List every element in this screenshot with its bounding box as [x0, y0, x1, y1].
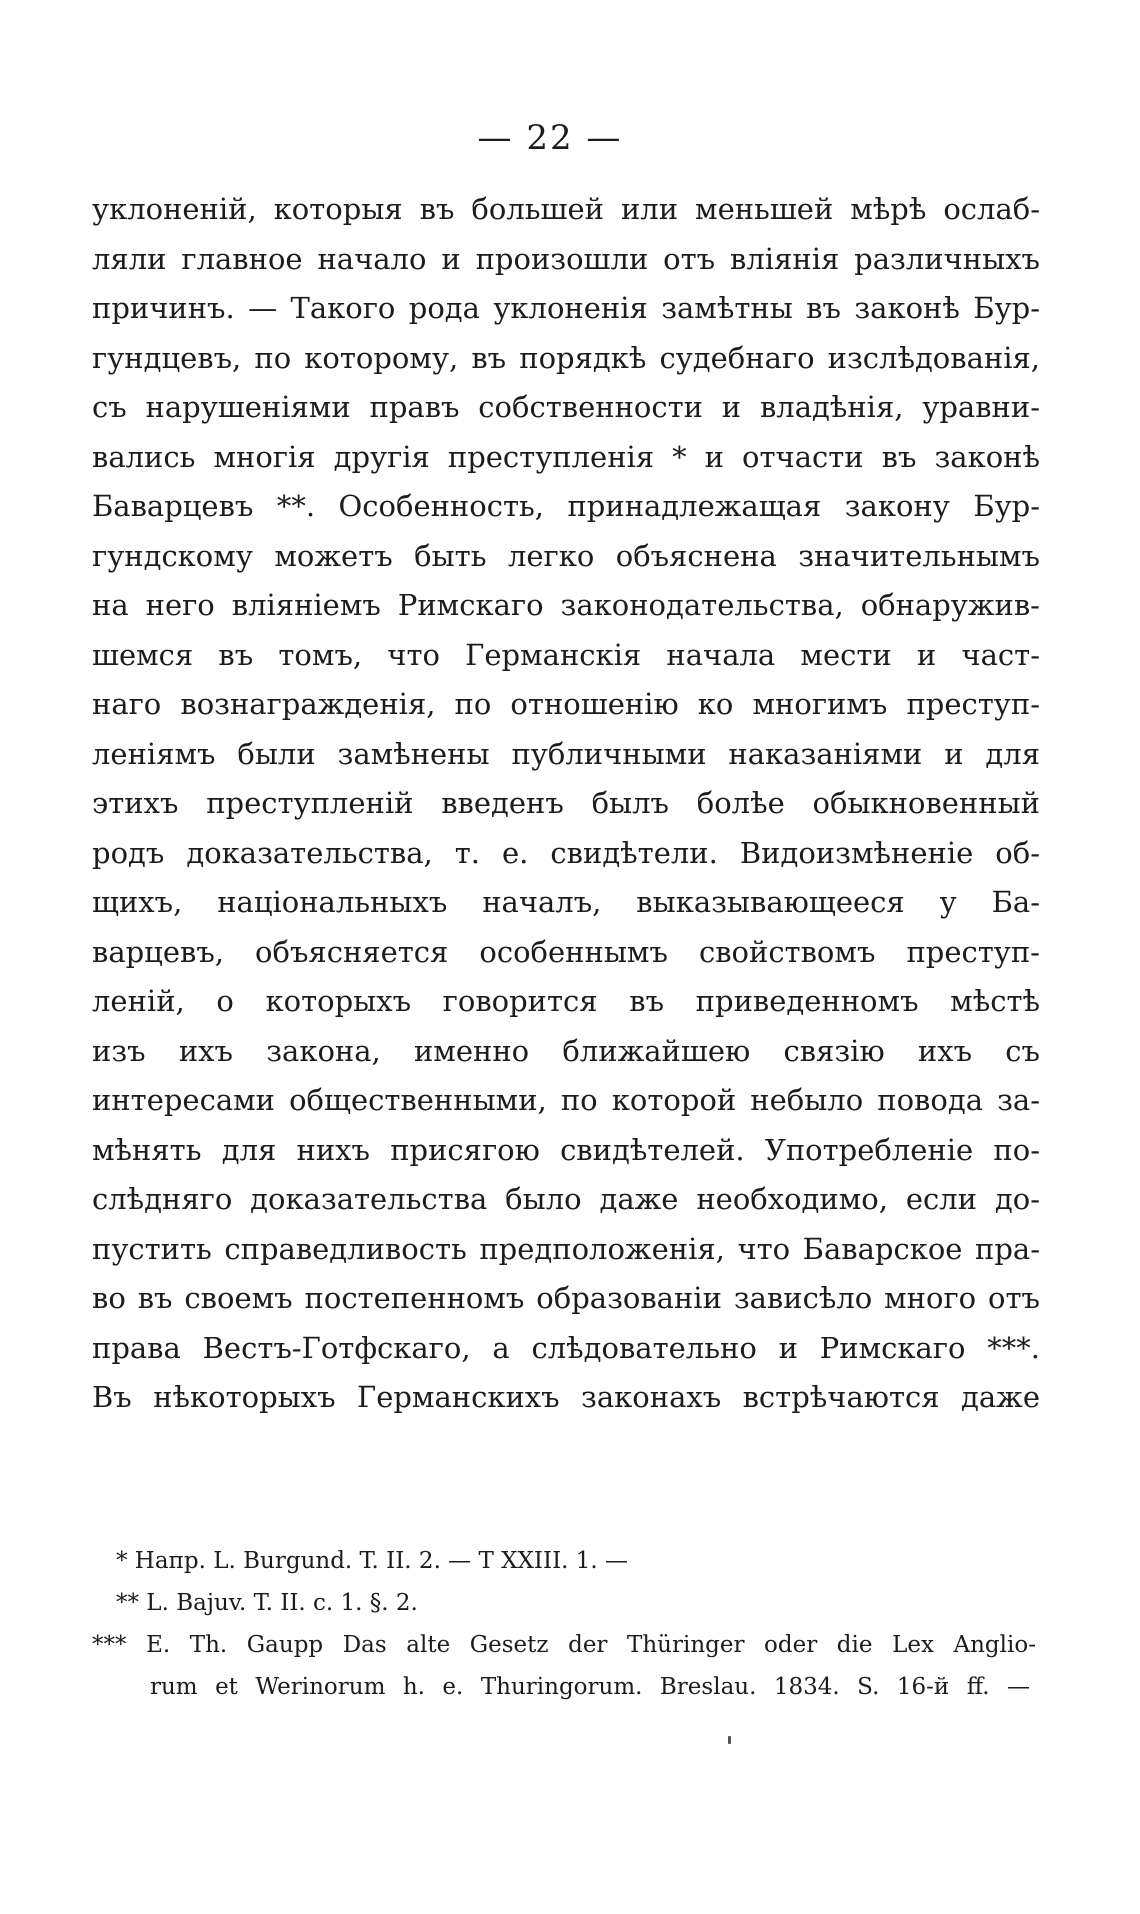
footnote-1: * Напр. L. Burgund. T. II. 2. — T XXIII. 1. —: [116, 1548, 629, 1574]
text-line: слѣдняго доказательства было даже необходимо, если до-: [92, 1182, 1040, 1216]
print-speck: [728, 1736, 731, 1744]
text-line: этихъ преступленій введенъ былъ болѣе обыкновенный: [92, 786, 1040, 820]
text-line: варцевъ, объясняется особеннымъ свойствомъ преступ-: [92, 934, 1040, 969]
text-line: гундцевъ, по которому, въ порядкѣ судебнаго изслѣдованія,: [92, 340, 1040, 375]
text-line: ляли главное начало и произошли отъ вліянія различныхъ: [92, 241, 1040, 276]
text-line: вались многія другія преступленія * и отчасти въ законѣ: [92, 439, 1040, 474]
footnote-2: ** L. Bajuv. T. II. c. 1. §. 2.: [116, 1590, 418, 1616]
text-line: щихъ, національныхъ началъ, выказывающееся у Ба-: [92, 885, 1040, 919]
text-line: уклоненій, которыя въ большей или меньшей мѣрѣ ослаб-: [92, 192, 1040, 226]
footnotes: [92, 1540, 1040, 1708]
page-number: — 22 —: [477, 118, 623, 158]
text-line: пустить справедливость предположенія, что Баварское пра-: [92, 1231, 1040, 1266]
text-line: причинъ. — Такого рода уклоненія замѣтны въ законѣ Бур-: [92, 291, 1040, 325]
text-line: леніямъ были замѣнены публичными наказаніями и для: [92, 736, 1040, 771]
text-line: съ нарушеніями правъ собственности и владѣнія, уравни-: [92, 390, 1040, 424]
text-line: на него вліяніемъ Римскаго законодательства, обнаружив-: [92, 588, 1040, 622]
text-line: гундскому можетъ быть легко объяснена значительнымъ: [92, 538, 1040, 573]
text-line: права Вестъ-Готфскаго, а слѣдовательно и Римскаго ***.: [92, 1330, 1040, 1365]
footnote-3-continuation: rum et Werinorum h. e. Thuringorum. Breslau. 1834. S. 16-й ff. —: [150, 1674, 1030, 1700]
text-line: интересами общественными, по которой небыло повода за-: [92, 1083, 1040, 1117]
text-line: леній, о которыхъ говорится въ приведенномъ мѣстѣ: [92, 984, 1040, 1018]
text-line: шемся въ томъ, что Германскія начала мести и част-: [92, 637, 1040, 672]
text-line: изъ ихъ закона, именно ближайшею связію ихъ съ: [92, 1033, 1040, 1068]
text-line: Баварцевъ **. Особенность, принадлежащая закону Бур-: [92, 489, 1040, 523]
text-line: родъ доказательства, т. е. свидѣтели. Видоизмѣненіе об-: [92, 835, 1040, 870]
main-text: [92, 185, 1040, 1423]
text-line: во въ своемъ постепенномъ образованіи зависѣло много отъ: [92, 1281, 1040, 1315]
text-line: мѣнять для нихъ присягою свидѣтелей. Употребленіе по-: [92, 1132, 1040, 1167]
text-line: Въ нѣкоторыхъ Германскихъ законахъ встрѣчаются даже: [92, 1380, 1040, 1414]
footnote-3: *** E. Th. Gaupp Das alte Gesetz der Thüringer oder die Lex Anglio-: [92, 1632, 1036, 1658]
text-line: наго вознагражденія, по отношенію ко многимъ преступ-: [92, 687, 1040, 721]
